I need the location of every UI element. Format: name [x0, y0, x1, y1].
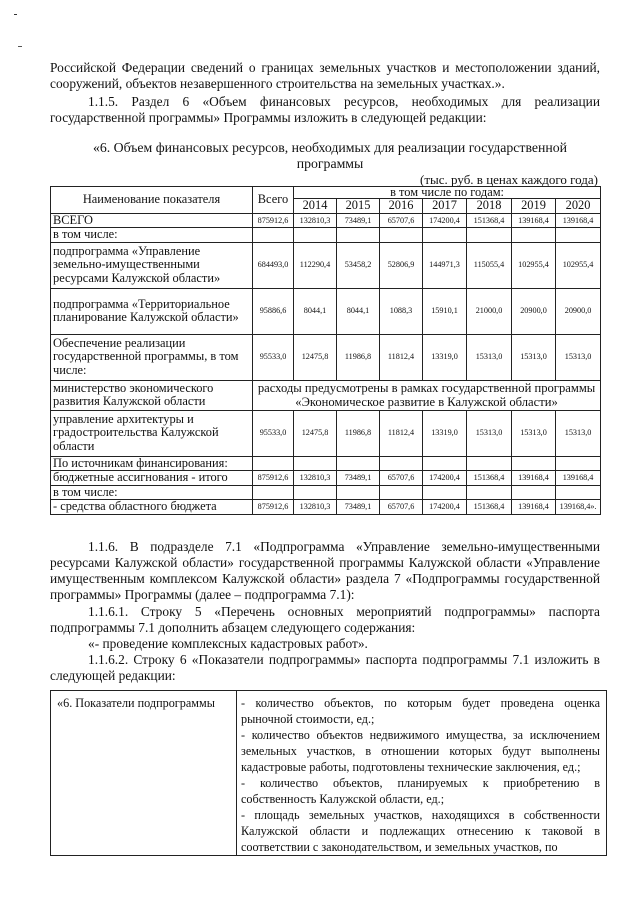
row-label: в том числе: [51, 485, 253, 500]
indicators-table [50, 690, 607, 856]
indicators-list [237, 691, 607, 856]
total-value-cell: 875912,6 [253, 500, 294, 515]
empty-cell [467, 228, 512, 243]
row-label: - средства областного бюджета [51, 500, 253, 515]
indicator-item: - площадь земельных участков, находящихся в собственности Калужской области и подлежащих отнесению к таковой в соответствии с законодательством, и земельных участков, по [241, 808, 600, 854]
year-value-cell: 12475,8 [294, 410, 337, 456]
paragraph-1-1-6-2: 1.1.6.2. Строку 6 «Показатели подпрограммы» паспорта подпрограммы 7.1 изложить в следующей редакции: [50, 652, 600, 683]
total-value-cell: 95533,0 [253, 410, 294, 456]
table-row [51, 471, 601, 486]
year-value-cell: 65707,6 [380, 213, 423, 228]
total-value-cell: 95886,6 [253, 288, 294, 334]
year-value-cell: 151368,4 [467, 471, 512, 486]
year-value-cell: 102955,4 [512, 242, 556, 288]
row-label: управление архитектуры и градостроительства Калужской области [51, 410, 253, 456]
paragraph-1-1-6: 1.1.6. В подразделе 7.1 «Подпрограмма «Управление земельно-имущественными ресурсами Калужской области» государственной программы Калужской области «Управление имущественным комплексом Калужской области» раздела 7 «Подпрограммы государственной программы» Программы (далее – подпрограмма 7.1): [50, 539, 600, 602]
year-value-cell: 11986,8 [337, 410, 380, 456]
scan-speck [14, 14, 17, 15]
table-row [51, 228, 601, 243]
quoted-addition: «- проведение комплексных кадастровых работ». [88, 636, 368, 651]
indicator-item: - количество объектов недвижимого имущества, за исключением земельных участков, в отношении которых будут выполнены кадастровые работы, подготовлены технические заключения, ед.; [241, 728, 600, 774]
table-row [51, 213, 601, 228]
year-value-cell: 65707,6 [380, 471, 423, 486]
empty-cell [337, 228, 380, 243]
table-row [51, 485, 601, 500]
row-label: в том числе: [51, 228, 253, 243]
year-value-cell: 132810,3 [294, 500, 337, 515]
empty-cell [380, 228, 423, 243]
row-label: подпрограмма «Управление земельно-имущественными ресурсами Калужской области» [51, 242, 253, 288]
total-value-cell: 875912,6 [253, 471, 294, 486]
year-value-cell: 15313,0 [467, 334, 512, 380]
year-value-cell: 139168,4 [512, 471, 556, 486]
row-label: ВСЕГО [51, 213, 253, 228]
empty-cell [467, 485, 512, 500]
empty-cell [253, 228, 294, 243]
year-value-cell: 139168,4 [512, 213, 556, 228]
year-header-2018: 2018 [467, 199, 512, 214]
row-label: Обеспечение реализации государственной программы, в том числе: [51, 334, 253, 380]
year-value-cell: 15313,0 [512, 410, 556, 456]
row-label: подпрограмма «Территориальное планирование Калужской области» [51, 288, 253, 334]
indicator-item: - количество объектов, планируемых к приобретению в собственность Калужской области, ед.; [241, 776, 600, 806]
row-label: бюджетные ассигнования - итого [51, 471, 253, 486]
empty-cell [423, 228, 467, 243]
empty-cell [556, 228, 601, 243]
year-value-cell: 139168,4 [556, 471, 601, 486]
total-value-cell: 95533,0 [253, 334, 294, 380]
header-name-cell: Наименование показателя [51, 187, 253, 214]
year-value-cell: 174200,4 [423, 213, 467, 228]
year-value-cell: 139168,4». [556, 500, 601, 515]
table-row [51, 410, 601, 456]
merged-note-cell: расходы предусмотрены в рамках государственной программы «Экономическое развитие в Калужской области» [253, 380, 601, 410]
header-total-cell: Всего [253, 187, 294, 214]
year-header-2017: 2017 [423, 199, 467, 214]
year-value-cell: 15910,1 [423, 288, 467, 334]
table-row [51, 456, 601, 471]
empty-cell [380, 485, 423, 500]
year-value-cell: 139168,4 [556, 213, 601, 228]
empty-cell [380, 456, 423, 471]
year-value-cell: 73489,1 [337, 213, 380, 228]
table-row [51, 380, 601, 410]
table-row [51, 288, 601, 334]
empty-cell [423, 456, 467, 471]
year-value-cell: 115055,4 [467, 242, 512, 288]
year-value-cell: 15313,0 [556, 334, 601, 380]
header-years-group: в том числе по годам: [294, 187, 601, 199]
year-value-cell: 132810,3 [294, 213, 337, 228]
year-value-cell: 20900,0 [556, 288, 601, 334]
year-header-2016: 2016 [380, 199, 423, 214]
empty-cell [253, 485, 294, 500]
year-value-cell: 21000,0 [467, 288, 512, 334]
year-value-cell: 139168,4 [512, 500, 556, 515]
year-value-cell: 52806,9 [380, 242, 423, 288]
financial-resources-table [50, 186, 601, 515]
section-title: «6. Объем финансовых ресурсов, необходимых для реализации государственной программы [92, 140, 568, 171]
year-value-cell: 15313,0 [512, 334, 556, 380]
empty-cell [556, 485, 601, 500]
year-value-cell: 132810,3 [294, 471, 337, 486]
row-label: министерство экономического развития Калужской области [51, 380, 253, 410]
empty-cell [512, 228, 556, 243]
empty-cell [423, 485, 467, 500]
paragraph-1-1-5: 1.1.5. Раздел 6 «Объем финансовых ресурсов, необходимых для реализации государственной программы» Программы изложить в следующей редакции: [50, 94, 600, 125]
year-value-cell: 11986,8 [337, 334, 380, 380]
paragraph-1-1-6-1: 1.1.6.1. Строку 5 «Перечень основных мероприятий подпрограммы» паспорта подпрограммы 7.1 дополнить абзацем следующего содержания: [50, 604, 600, 635]
empty-cell [253, 456, 294, 471]
total-value-cell: 875912,6 [253, 213, 294, 228]
year-value-cell: 15313,0 [467, 410, 512, 456]
year-value-cell: 1088,3 [380, 288, 423, 334]
year-value-cell: 53458,2 [337, 242, 380, 288]
empty-cell [294, 228, 337, 243]
year-value-cell: 15313,0 [556, 410, 601, 456]
year-value-cell: 11812,4 [380, 334, 423, 380]
indicator-item: - количество объектов, по которым будет проведена оценка рыночной стоимости, ед.; [241, 696, 600, 726]
empty-cell [512, 485, 556, 500]
year-value-cell: 102955,4 [556, 242, 601, 288]
year-value-cell: 12475,8 [294, 334, 337, 380]
year-value-cell: 174200,4 [423, 500, 467, 515]
year-value-cell: 73489,1 [337, 471, 380, 486]
table-row [51, 334, 601, 380]
empty-cell [337, 485, 380, 500]
scan-speck [18, 46, 22, 47]
year-value-cell: 144971,3 [423, 242, 467, 288]
year-value-cell: 13319,0 [423, 410, 467, 456]
empty-cell [512, 456, 556, 471]
year-value-cell: 151368,4 [467, 500, 512, 515]
row-label: По источникам финансирования: [51, 456, 253, 471]
indicators-left-label: «6. Показатели подпрограммы [51, 691, 237, 856]
total-value-cell: 684493,0 [253, 242, 294, 288]
year-value-cell: 11812,4 [380, 410, 423, 456]
units-note: (тыс. руб. в ценах каждого года) [420, 172, 598, 187]
year-value-cell: 73489,1 [337, 500, 380, 515]
year-value-cell: 20900,0 [512, 288, 556, 334]
year-value-cell: 8044,1 [294, 288, 337, 334]
table-row [51, 500, 601, 515]
year-header-2019: 2019 [512, 199, 556, 214]
year-value-cell: 8044,1 [337, 288, 380, 334]
table-row [51, 242, 601, 288]
empty-cell [294, 485, 337, 500]
empty-cell [337, 456, 380, 471]
year-value-cell: 174200,4 [423, 471, 467, 486]
year-value-cell: 13319,0 [423, 334, 467, 380]
empty-cell [467, 456, 512, 471]
year-header-2020: 2020 [556, 199, 601, 214]
year-value-cell: 151368,4 [467, 213, 512, 228]
year-value-cell: 65707,6 [380, 500, 423, 515]
empty-cell [294, 456, 337, 471]
year-header-2015: 2015 [337, 199, 380, 214]
year-header-2014: 2014 [294, 199, 337, 214]
top-paragraph: Российской Федерации сведений о границах земельных участков и местоположении зданий, сооружений, объектов незавершенного строительства на земельных участках.». [50, 60, 600, 91]
year-value-cell: 112290,4 [294, 242, 337, 288]
empty-cell [556, 456, 601, 471]
